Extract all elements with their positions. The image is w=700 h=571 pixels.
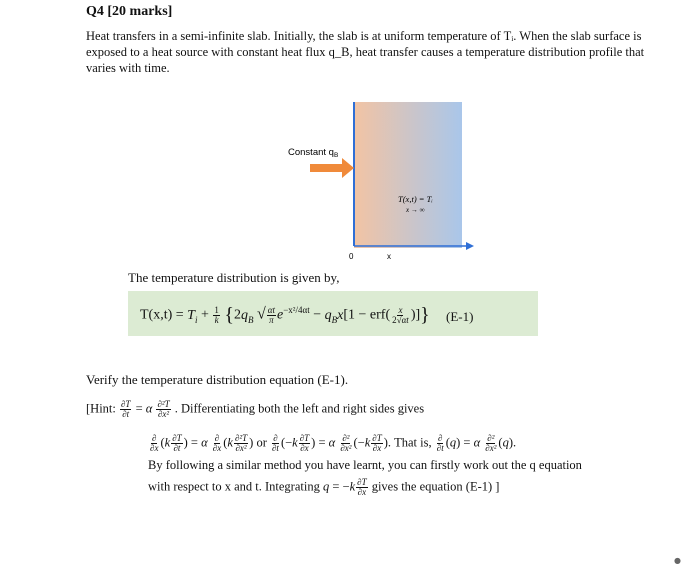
hint-differentiating: . Differentiating both the left and right sides gives xyxy=(174,401,425,416)
hint-open: [Hint: xyxy=(86,401,116,416)
right-limit: x → ∞ xyxy=(406,206,425,214)
slab-figure xyxy=(282,96,492,276)
question-title: Q4 [20 marks] xyxy=(86,4,173,19)
hint-integrating-b: gives the equation (E-1) ] xyxy=(371,479,500,494)
temperature-equation: $T(x,t) = T_i$ + $\frac{1}{k}$ {$2q_B$ √ $\frac{\alpha t}{\pi}$ $e^{-x^2/4\alpha t} - q_Bx[1 - erf$( $\frac{x}{2√\alpha t}$ )]} xyxy=(140,304,430,326)
hint-integrating-a: with respect to x and t. Integrating xyxy=(148,479,320,494)
hint-following: By following a similar method you have learnt, you can firstly work out the q equation xyxy=(148,458,582,472)
given-text: The temperature distribution is given by, xyxy=(128,270,340,285)
equation-label: (E-1) xyxy=(446,309,474,324)
corner-dot-icon: ● xyxy=(674,556,681,565)
hint-line: [Hint: $\frac{\partial T}{\partial t}$ = α $\frac{\text{∂²T}}{\text{∂x²}}$ . Differentiating both the left and right sides gives xyxy=(86,399,425,419)
question-intro: Heat transfers in a semi-infinite slab. Initially, the slab is at uniform temperature of Tᵢ. When the slab surface is exposed to a heat source with constant heat flux q_B, heat transfer causes a temperature distribution profile that varies with time. xyxy=(86,29,645,75)
axis-x-label: x xyxy=(387,252,391,261)
axis-origin-label: 0 xyxy=(349,252,354,261)
hint-integrating: with respect to x and t. Integrating q = −k $\frac{\partial T}{\partial x}$ gives the equation (E-1) ] xyxy=(148,477,500,497)
derivative-equations: $\frac{\partial}{\partial x}$ (k $\frac{\partial T}{\partial t}$ ) = α $\frac{\partial}{\partial x}$ (k $\frac{\text{∂²T}}{\text{∂x²}}$ ) or $\frac{\partial}{\partial t}$ (−k $\frac{\partial T}{\partial x}$ ) = α $\frac{\text{∂²}}{\text{∂x²}}$ (−k $\frac{\partial T}{\partial x}$ ). That is, $\frac{\partial}{\partial t}$ (q) = α $\frac{\text{∂²}}{\text{∂x²}}$ (q). xyxy=(150,433,517,453)
hint-or: or xyxy=(256,435,267,450)
right-condition: T(x,t) = Tᵢ xyxy=(398,194,433,204)
source-label: Constant $q_B$ xyxy=(288,147,339,159)
verify-text: Verify the temperature distribution equation (E-1). xyxy=(86,372,349,387)
heat-flux-arrow-shaft xyxy=(310,164,344,172)
x-axis-arrowhead xyxy=(466,242,474,250)
slab-body xyxy=(354,102,462,248)
heat-flux-arrowhead xyxy=(342,158,354,178)
hint-that-is: . That is, xyxy=(387,435,432,450)
